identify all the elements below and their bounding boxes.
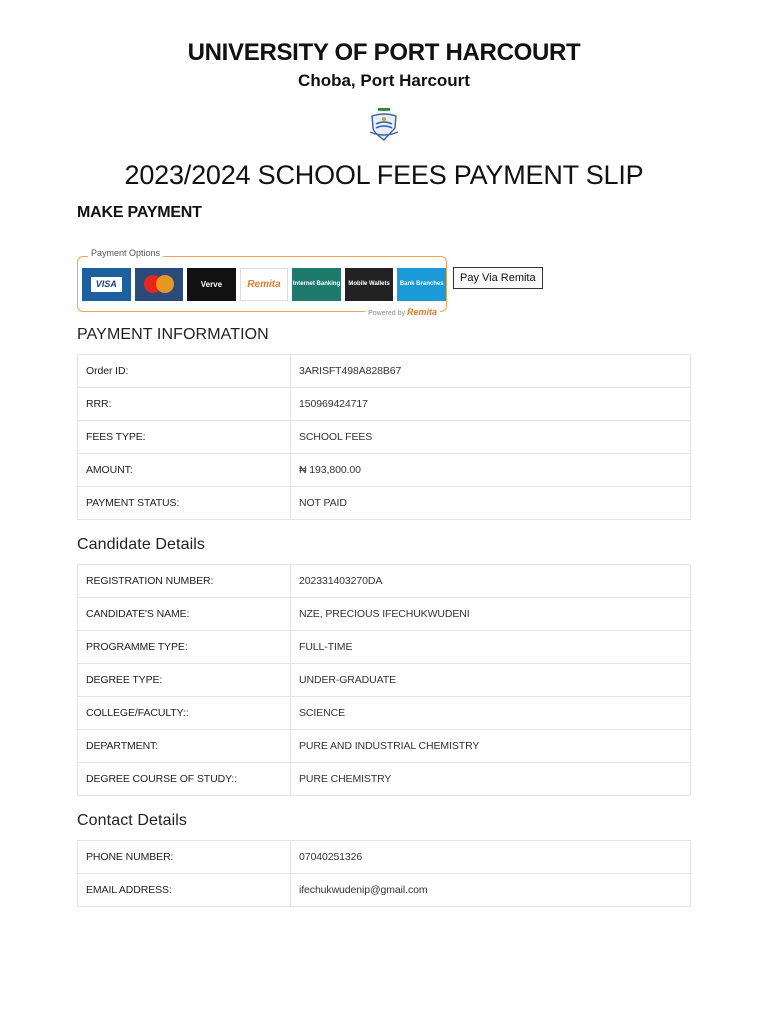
make-payment-heading: MAKE PAYMENT — [77, 204, 202, 221]
row-value: 3ARISFT498A828B67 — [291, 355, 691, 388]
row-label: DEPARTMENT: — [78, 730, 291, 763]
powered-by-brand: Remita — [406, 307, 437, 317]
row-label: COLLEGE/FACULTY:: — [78, 697, 291, 730]
verve-icon[interactable]: Verve — [187, 268, 236, 301]
row-value: NOT PAID — [291, 487, 691, 520]
main-content — [77, 200, 691, 907]
powered-by-label: Powered by — [368, 310, 406, 317]
row-label: DEGREE TYPE: — [78, 664, 291, 697]
row-value: 07040251326 — [291, 841, 691, 874]
table-row — [78, 874, 691, 907]
slip-title: 2023/2024 SCHOOL FEES PAYMENT SLIP — [124, 160, 644, 190]
contact-details-table — [77, 840, 691, 907]
row-value: SCIENCE — [291, 697, 691, 730]
candidate-details-table — [77, 564, 691, 796]
row-value: NZE, PRECIOUS IFECHUKWUDENI — [291, 598, 691, 631]
payment-information-title: PAYMENT INFORMATION — [77, 326, 269, 343]
mastercard-icon[interactable] — [135, 268, 184, 301]
row-label: AMOUNT: — [78, 454, 291, 487]
candidate-details-title: Candidate Details — [77, 536, 205, 553]
mobile-wallets-icon[interactable]: Mobile Wallets — [345, 268, 394, 301]
table-row — [78, 388, 691, 421]
row-label: CANDIDATE'S NAME: — [78, 598, 291, 631]
row-label: Order ID: — [78, 355, 291, 388]
university-crest-icon — [364, 102, 404, 142]
row-value: SCHOOL FEES — [291, 421, 691, 454]
table-row — [78, 631, 691, 664]
university-name: UNIVERSITY OF PORT HARCOURT — [187, 39, 581, 66]
table-row — [78, 454, 691, 487]
row-value: 202331403270DA — [291, 565, 691, 598]
row-label: PROGRAMME TYPE: — [78, 631, 291, 664]
table-row — [78, 598, 691, 631]
row-label: PAYMENT STATUS: — [78, 487, 291, 520]
row-value: FULL-TIME — [291, 631, 691, 664]
row-value: PURE CHEMISTRY — [291, 763, 691, 796]
powered-by-remita — [365, 307, 440, 317]
row-label: REGISTRATION NUMBER: — [78, 565, 291, 598]
contact-details-title: Contact Details — [77, 812, 187, 829]
table-row — [78, 487, 691, 520]
page-header — [0, 0, 768, 191]
table-row — [78, 565, 691, 598]
table-row — [78, 664, 691, 697]
row-label: EMAIL ADDRESS: — [78, 874, 291, 907]
table-row — [78, 355, 691, 388]
row-value: UNDER-GRADUATE — [291, 664, 691, 697]
row-label: DEGREE COURSE OF STUDY:: — [78, 763, 291, 796]
row-value: 150969424717 — [291, 388, 691, 421]
row-value: PURE AND INDUSTRIAL CHEMISTRY — [291, 730, 691, 763]
row-label: PHONE NUMBER: — [78, 841, 291, 874]
table-row — [78, 697, 691, 730]
row-value: ifechukwudenip@gmail.com — [291, 874, 691, 907]
row-label: RRR: — [78, 388, 291, 421]
remita-icon[interactable]: Remita — [240, 268, 289, 301]
table-row — [78, 841, 691, 874]
university-location: Choba, Port Harcourt — [298, 71, 470, 90]
visa-label: VISA — [91, 277, 122, 292]
table-row — [78, 763, 691, 796]
row-label: FEES TYPE: — [78, 421, 291, 454]
mastercard-circles — [144, 275, 174, 293]
payment-options-row — [77, 248, 691, 317]
visa-icon[interactable] — [82, 268, 131, 301]
table-row — [78, 730, 691, 763]
table-row — [78, 421, 691, 454]
pay-via-remita-button[interactable]: Pay Via Remita — [453, 267, 543, 289]
internet-banking-icon[interactable]: Internet Banking — [292, 268, 341, 301]
payment-options-legend: Payment Options — [88, 248, 163, 258]
bank-branches-icon[interactable]: Bank Branches — [397, 268, 446, 301]
row-value: ₦ 193,800.00 — [291, 454, 691, 487]
payment-options-panel — [77, 248, 447, 317]
payment-information-table — [77, 354, 691, 520]
